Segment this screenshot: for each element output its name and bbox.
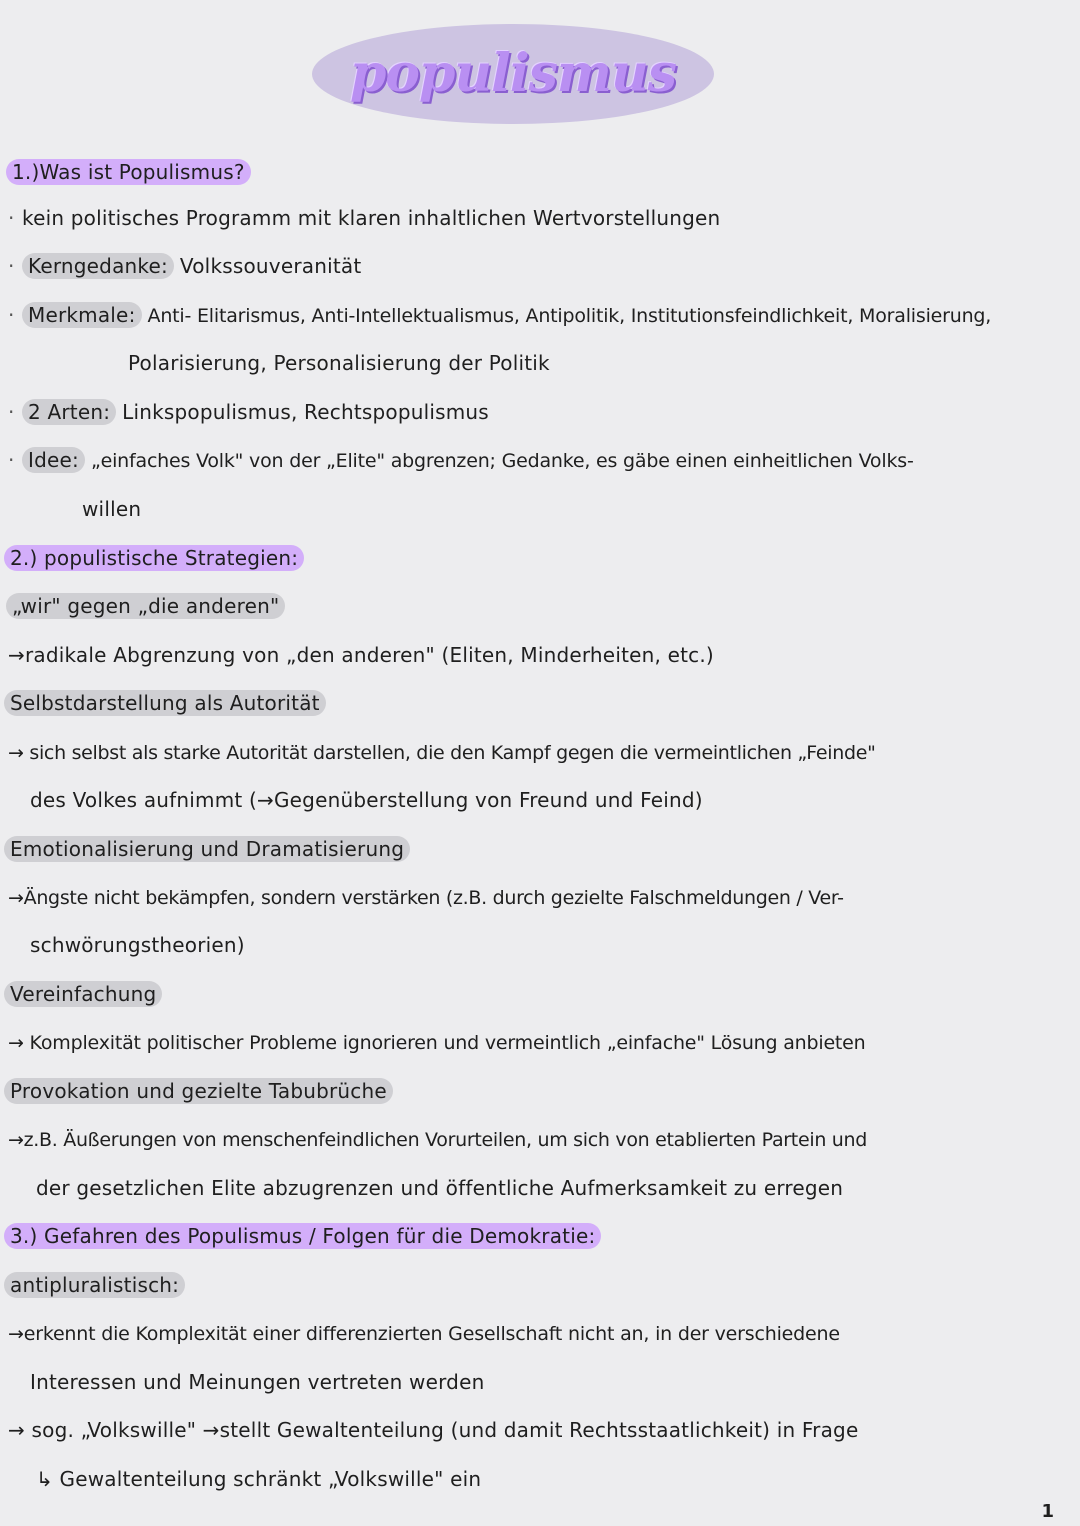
danger1-cont: Interessen und Meinungen vertreten werden (30, 1370, 485, 1394)
bullet3-label: Merkmale: (22, 302, 142, 328)
strategy3-text-line (8, 877, 844, 917)
strategy2-title: Selbstdarstellung als Autorität (4, 690, 326, 716)
bullet5-text: „einfaches Volk" von der „Elite" abgrenzen; Gedanke, es gäbe einen einheitlichen Volks- (90, 450, 914, 472)
section1-bullet3-cont (128, 343, 550, 383)
bullet3-text: Anti- Elitarismus, Anti-Intellektualismus, Antipolitik, Institutionsfeindlichkeit, Moralisierung, (147, 305, 992, 327)
bullet4-text: Linkspopulismus, Rechtspopulismus (122, 400, 489, 424)
danger1-text-line (8, 1313, 840, 1353)
bullet5-cont: willen (82, 497, 142, 521)
danger1-title: antipluralistisch: (4, 1272, 185, 1298)
strategy1-text: →radikale Abgrenzung von „den anderen" (Eliten, Minderheiten, etc.) (8, 643, 714, 667)
section1-heading-line (6, 152, 251, 192)
strategy4-text-line (8, 1022, 866, 1062)
strategy5-title-line (4, 1071, 393, 1111)
strategy2-cont-line (30, 780, 703, 820)
danger2-cont-line (36, 1459, 481, 1499)
strategy5-cont-line (36, 1168, 843, 1208)
section1-bullet2: · Kerngedanke: Volkssouveranität (8, 254, 362, 278)
bullet1-text: kein politisches Programm mit klaren inhaltlichen Wertvorstellungen (22, 206, 721, 230)
strategy3-cont-line (30, 925, 245, 965)
strategy5-text-line (8, 1119, 867, 1159)
section2-heading: 2.) populistische Strategien: (4, 545, 304, 571)
strategy1-title-line (6, 586, 285, 626)
strategy5-text: →z.B. Äußerungen von menschenfeindlichen Vorurteilen, um sich von etablierten Partein und (8, 1129, 868, 1151)
danger1-text: →erkennt die Komplexität einer differenzierten Gesellschaft nicht an, in der verschiedene (8, 1323, 840, 1345)
page-title: populismus (349, 43, 677, 104)
strategy3-cont: schwörungstheorien) (30, 933, 245, 957)
strategy2-text: → sich selbst als starke Autorität darstellen, die den Kampf gegen die vermeintlichen „Feinde" (8, 742, 876, 764)
bullet5-label: Idee: (22, 447, 85, 473)
section1-bullet5: · Idee: „einfaches Volk" von der „Elite" abgrenzen; Gedanke, es gäbe einen einheitlichen Volks- (8, 448, 914, 472)
danger1-title-line (4, 1265, 185, 1305)
strategy2-text-line (8, 732, 876, 772)
strategy3-text: →Ängste nicht bekämpfen, sondern verstärken (z.B. durch gezielte Falschmeldungen / Ver- (8, 887, 844, 909)
strategy4-title-line (4, 974, 162, 1014)
bullet4-label: 2 Arten: (22, 399, 116, 425)
strategy2-title-line (4, 683, 326, 723)
strategy4-title: Vereinfachung (4, 981, 162, 1007)
section1-bullet5-cont (82, 489, 141, 529)
strategy1-text-line (8, 635, 714, 675)
danger2-text-line (8, 1410, 858, 1450)
page-number: 1 (1041, 1501, 1054, 1522)
strategy5-title: Provokation und gezielte Tabubrüche (4, 1078, 393, 1104)
strategy4-text: → Komplexität politischer Probleme ignorieren und vermeintlich „einfache" Lösung anbieten (8, 1032, 866, 1054)
section1-bullet4: · 2 Arten: Linkspopulismus, Rechtspopulismus (8, 400, 489, 424)
bullet3-cont: Polarisierung, Personalisierung der Politik (128, 351, 550, 375)
strategy5-cont: der gesetzlichen Elite abzugrenzen und öffentliche Aufmerksamkeit zu erregen (36, 1176, 844, 1200)
section1-bullet1: · kein politisches Programm mit klaren inhaltlichen Wertvorstellungen (8, 206, 721, 230)
strategy3-title-line (4, 829, 410, 869)
danger2-text: → sog. „Volkswille" →stellt Gewaltenteilung (und damit Rechtsstaatlichkeit) in Frage (8, 1418, 859, 1442)
strategy3-title: Emotionalisierung und Dramatisierung (4, 836, 410, 862)
section3-heading-line (4, 1216, 601, 1256)
strategy1-title: „wir" gegen „die anderen" (6, 593, 285, 619)
strategy2-cont: des Volkes aufnimmt (→Gegenüberstellung von Freund und Feind) (30, 788, 703, 812)
bullet2-text: Volkssouveranität (179, 254, 362, 278)
section3-heading: 3.) Gefahren des Populismus / Folgen für die Demokratie: (4, 1223, 601, 1249)
section1-bullet3: · Merkmale: Anti- Elitarismus, Anti-Intellektualismus, Antipolitik, Institutionsfeindlichkeit, Moralisierung, (8, 303, 992, 327)
danger2-cont: ↳ Gewaltenteilung schränkt „Volkswille" ein (36, 1467, 482, 1491)
section2-heading-line (4, 538, 304, 578)
section1-heading: 1.)Was ist Populismus? (6, 159, 251, 185)
bullet2-label: Kerngedanke: (22, 253, 174, 279)
danger1-cont-line (30, 1362, 484, 1402)
